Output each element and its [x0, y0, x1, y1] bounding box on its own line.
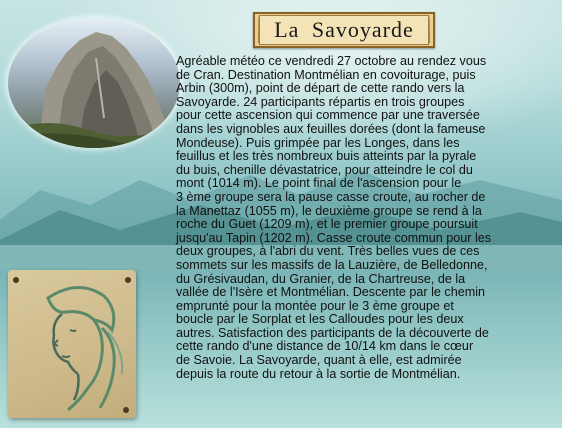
text-line: autres. Satisfaction des participants de la découverte de	[176, 325, 489, 340]
savoyarde-profile-illustration	[8, 270, 136, 418]
text-line: boucle par le Sorplat et les Calloudes pour les deux	[176, 312, 464, 327]
text-line: 3 ème groupe sera la pause casse croute, au rocher de	[176, 189, 486, 204]
text-line: de Savoie. La Savoyarde, quant à elle, est admirée	[176, 353, 462, 368]
text-line: de Cran. Destination Montmélian en covoiturage, puis	[176, 67, 476, 82]
text-line: Agréable météo ce vendredi 27 octobre au rendez vous	[176, 54, 487, 68]
text-line: sommets sur les massifs de la Lauzière, de Belledonne,	[176, 257, 488, 272]
text-line: Savoyarde. 24 participants répartis en trois groupes	[176, 94, 465, 109]
article-body	[176, 55, 556, 381]
text-line: vallée de l'Isère et Montmélian. Descente par le chemin	[176, 285, 486, 300]
text-line: Arbin (300m), point de départ de cette rando vers la	[176, 81, 465, 96]
text-line: feuillus et les très nombreux buis atteints par la pyrale	[176, 149, 477, 164]
text-line: mont (1014 m). Le point final de l'ascension pour le	[176, 176, 462, 191]
page-title: La Savoyarde	[259, 15, 429, 45]
text-line: jusqu'au Tapin (1202 m). Casse croute commun pour les	[176, 230, 492, 245]
text-line: roche du Guet (1209 m), et le premier groupe poursuit	[176, 217, 478, 232]
text-line: du buis, chenille dévastatrice, pour atteindre le col du	[176, 162, 473, 177]
text-line: la Manettaz (1055 m), le deuxième groupe se rend à la	[176, 203, 482, 218]
carving-image	[8, 270, 136, 418]
text-line: emprunté pour la montée pour le 3 ème groupe et	[176, 298, 454, 313]
text-line: Mondeuse). Puis grimpée par les Longes, dans les	[176, 135, 460, 150]
text-line: cette rando d'une distance de 10/14 km dans le cœur	[176, 339, 474, 354]
text-line: dans les vignobles aux feuilles dorées (dont la fameuse	[176, 121, 486, 136]
mountain-photo	[8, 18, 180, 148]
text-line: depuis la route du retour à la sortie de Montmélian.	[176, 366, 461, 381]
text-line: du Grésivaudan, du Granier, de la Chartreuse, de la	[176, 271, 466, 286]
title-frame	[253, 12, 435, 48]
text-line: deux groupes, à l'abri du vent. Très belles vues de ces	[176, 244, 480, 259]
cliff-illustration	[8, 18, 180, 148]
text-line: pour cette ascension qui commence par une traversée	[176, 108, 480, 123]
